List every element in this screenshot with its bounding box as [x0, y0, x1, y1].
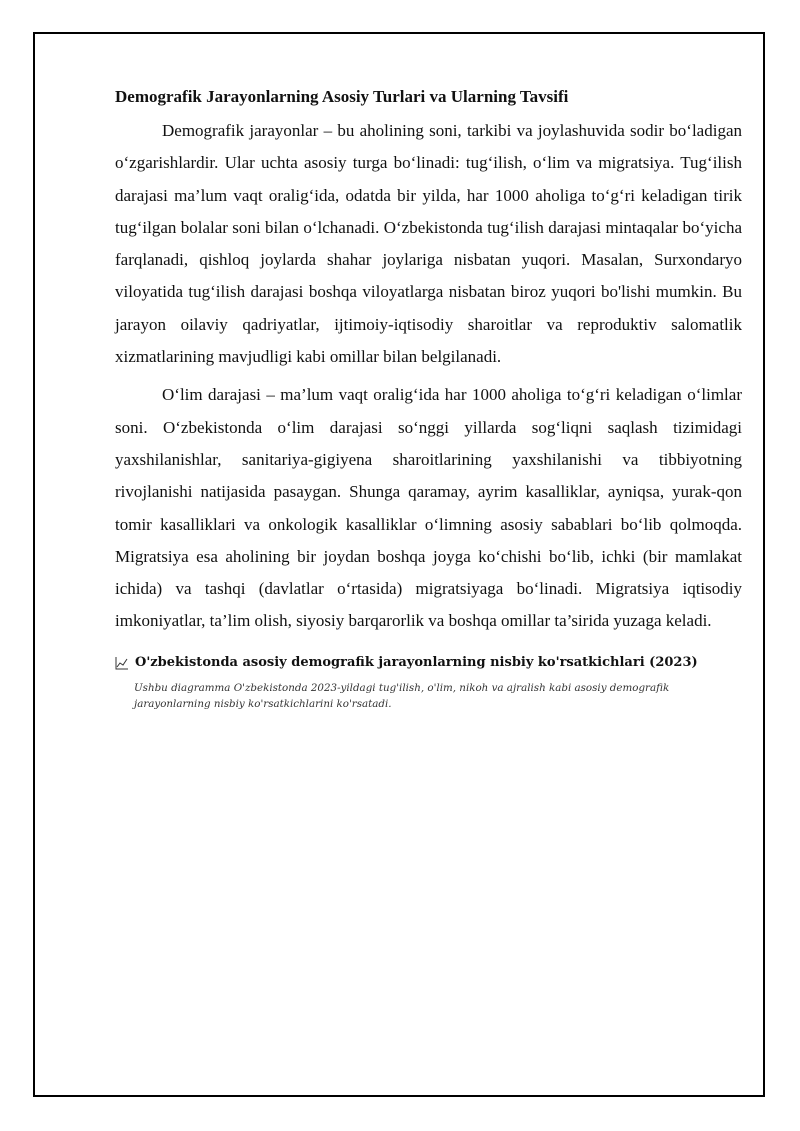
chart-title-row [115, 654, 742, 672]
paragraph-birth-rate: Demografik jarayonlar – bu aholining soni, tarkibi va joylashuvida sodir bo‘ladigan o‘zgarishlardir. Ular uchta asosiy turga bo‘linadi: tug‘ilish, o‘lim va migratsiya. Tug‘ilish darajasi ma’lum vaqt oralig‘ida, odatda bir yilda, har 1000 aholiga to‘g‘ri keladigan tirik tug‘ilgan bolalar soni bilan o‘lchanadi. O‘zbekistonda tug‘ilish darajasi mintaqalar bo‘yicha farqlanadi, qishloq joylarda shahar joylariga nisbatan yuqori. Masalan, Surxondaryo viloyatida tug‘ilish darajasi boshqa viloyatlarga nisbatan biroz yuqori bo'lishi mumkin. Bu jarayon oilaviy qadriyatlar, ijtimoiy-iqtisodiy sharoitlar va reproduktiv salomatlik xizmatlarining mavjudligi kabi omillar bilan belgilanadi. [115, 121, 742, 367]
chart-title: O'zbekistonda asosiy demografik jarayonlarning nisbiy ko'rsatkichlari (2023) [135, 654, 698, 670]
document-body [115, 85, 742, 712]
chart-caption: Ushbu diagramma O'zbekistonda 2023-yildagi tug'ilish, o'lim, nikoh va ajralish kabi asosiy demografik jarayonlarning nisbiy ko'rsatkichlarini ko'rsatadi. [134, 681, 670, 710]
chart-line-icon [115, 656, 129, 670]
paragraph-mortality-migration: O‘lim darajasi – ma’lum vaqt oralig‘ida har 1000 aholiga to‘g‘ri keladigan o‘limlar soni. O‘zbekistonda o‘lim darajasi so‘nggi yillarda sog‘liqni saqlash tizimidagi yaxshilanishlar, sanitariya-gigiyena sharoitlarining yaxshilanishi va tibbiyotning rivojlanishi natijasida pasaygan. Shunga qaramay, ayrim kasalliklar, ayniqsa, yurak-qon tomir kasalliklari va onkologik kasalliklar o‘limning asosiy sabablari bo‘lib qolmoqda. Migratsiya esa aholining bir joydan boshqa joyga ko‘chishi bo‘lib, ichki (bir mamlakat ichida) va tashqi (davlatlar o‘rtasida) migratsiyaga bo‘linadi. Migratsiya iqtisodiy imkoniyatlar, ta’lim olish, siyosiy barqarorlik va boshqa omillar ta’sirida yuzaga keladi. [115, 385, 742, 631]
section-heading: Demografik Jarayonlarning Asosiy Turlari va Ularning Tavsifi [115, 87, 569, 106]
